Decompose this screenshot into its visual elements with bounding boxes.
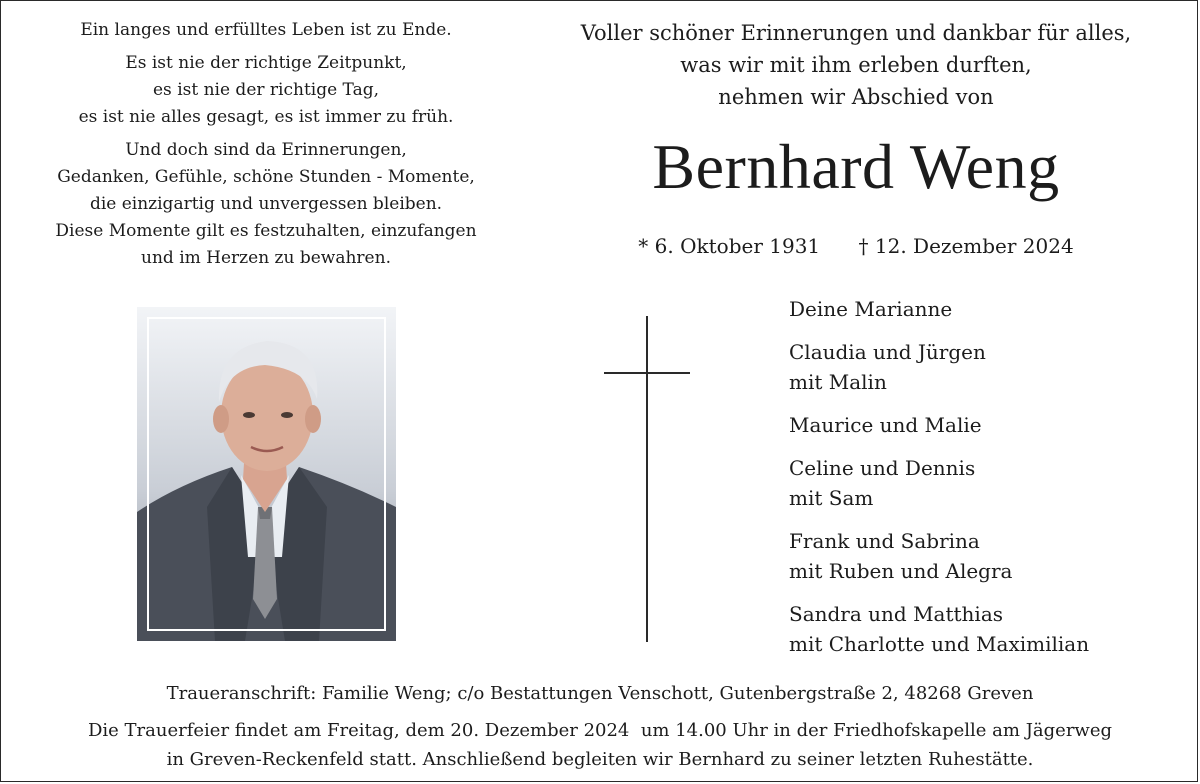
- family-line: mit Ruben und Alegra: [789, 559, 1013, 583]
- poem-line: Es ist nie der richtige Zeitpunkt,: [125, 53, 407, 73]
- family-line: Claudia und Jürgen: [789, 340, 986, 364]
- poem-line: es ist nie alles gesagt, es ist immer zu früh.: [78, 107, 454, 127]
- intro-line: was wir mit ihm erleben durften,: [680, 53, 1032, 77]
- service-line: in Greven-Reckenfeld statt. Anschließend begleiten wir Bernhard zu seiner letzten Ruhestätte.: [166, 749, 1034, 770]
- portrait-photo: [137, 307, 396, 641]
- poem-line: die einzigartig und unvergessen bleiben.: [89, 194, 443, 214]
- poem-line: und im Herzen zu bewahren.: [141, 248, 391, 268]
- family-line: Maurice und Malie: [789, 413, 982, 437]
- poem-stanza-1: [41, 17, 491, 44]
- family-line: Frank und Sabrina: [789, 529, 980, 553]
- family-line: Sandra und Matthias: [789, 602, 1004, 626]
- intro-line: Voller schöner Erinnerungen und dankbar für alles,: [580, 21, 1132, 45]
- poem: [41, 17, 491, 278]
- mourning-address: Traueranschrift: Familie Weng; c/o Bestattungen Venschott, Gutenbergstraße 2, 48268 Greven: [166, 683, 1034, 704]
- family-line: mit Sam: [789, 486, 874, 510]
- poem-line: Diese Momente gilt es festzuhalten, einzufangen: [55, 221, 477, 241]
- poem-stanza-3: [41, 137, 491, 272]
- funeral-service-info: [41, 716, 1159, 774]
- family-group: [789, 294, 1179, 324]
- family-group: [789, 337, 1179, 397]
- deceased-name: Bernhard Weng: [652, 131, 1060, 202]
- family-group: [789, 453, 1179, 513]
- life-dates: [556, 231, 1156, 261]
- intro-text: [556, 17, 1156, 113]
- death-date: † 12. Dezember 2024: [858, 234, 1074, 258]
- family-line: mit Charlotte und Maximilian: [789, 632, 1090, 656]
- photo-frame: [147, 317, 386, 631]
- poem-line: Und doch sind da Erinnerungen,: [125, 140, 407, 160]
- cross-icon: [604, 316, 690, 642]
- poem-line: es ist nie der richtige Tag,: [153, 80, 379, 100]
- poem-stanza-2: [41, 50, 491, 131]
- family-group: [789, 526, 1179, 586]
- family-list: [789, 294, 1179, 672]
- poem-line: Gedanken, Gefühle, schöne Stunden - Momente,: [57, 167, 475, 187]
- family-line: Deine Marianne: [789, 297, 953, 321]
- service-line: Die Trauerfeier findet am Freitag, dem 20. Dezember 2024 um 14.00 Uhr in der Friedhofskapelle am Jägerweg: [87, 720, 1113, 741]
- family-group: [789, 410, 1179, 440]
- intro-line: nehmen wir Abschied von: [718, 85, 994, 109]
- poem-line: Ein langes und erfülltes Leben ist zu Ende.: [80, 20, 452, 40]
- family-group: [789, 599, 1179, 659]
- family-line: Celine und Dennis: [789, 456, 976, 480]
- family-line: mit Malin: [789, 370, 887, 394]
- birth-date: * 6. Oktober 1931: [638, 234, 821, 258]
